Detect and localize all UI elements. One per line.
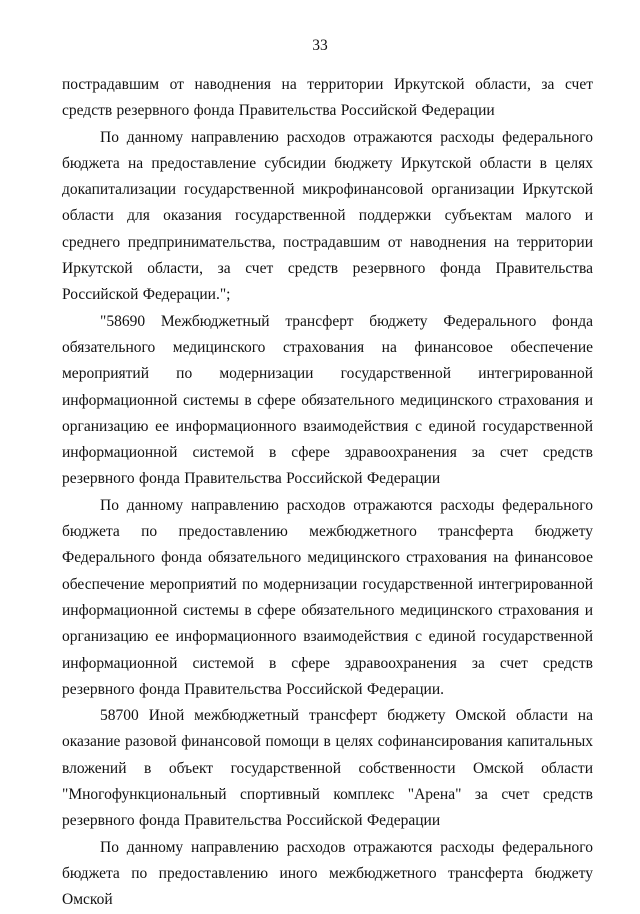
paragraph-code-58690: "58690 Межбюджетный трансферт бюджету Федерального фонда обязательного медицинского страхования на финансовое обеспечение мероприятий по модернизации государственной интегрированной информационной системы в сфере обязательного медицинского страхования и организацию ее информационного взаимодействия с единой государственной информационной системой в сфере здравоохранения за счет средств резервного фонда Правительства Российской Федерации bbox=[62, 312, 593, 488]
paragraph-irkutsk-description: По данному направлению расходов отражаются расходы федерального бюджета на предоставление субсидии бюджету Иркутской области в целях докапитализации государственной микрофинансовой организации Иркутской области для оказания государственной поддержки субъектам малого и среднего предпринимательства, пострадавшим от наводнения на территории Иркутской области, за счет средств резервного фонда Правительства Российской Федерации."; bbox=[62, 128, 593, 304]
page-number: 33 bbox=[312, 37, 328, 54]
paragraph-continuation: пострадавшим от наводнения на территории Иркутской области, за счет средств резервного фонда Правительства Российской Федерации bbox=[62, 76, 593, 120]
paragraph-58700-description: По данному направлению расходов отражаются расходы федерального бюджета по предоставлению иного межбюджетного трансферта бюджету Омской bbox=[62, 838, 593, 909]
document-body bbox=[62, 72, 593, 914]
paragraph-code-58700: 58700 Иной межбюджетный трансферт бюджету Омской области на оказание разовой финансовой помощи в целях софинансирования капитальных вложений в объект государственной собственности Омской области "Многофункциональный спортивный комплекс "Арена" за счет средств резервного фонда Правительства Российской Федерации bbox=[62, 707, 593, 830]
paragraph-58690-description: По данному направлению расходов отражаются расходы федерального бюджета по предоставлению межбюджетного трансферта бюджету Федерального фонда обязательного медицинского страхования на финансовое обеспечение мероприятий по модернизации государственной интегрированной информационной системы в сфере обязательного медицинского страхования и организацию ее информационного взаимодействия с единой государственной информационной системой в сфере здравоохранения за счет средств резервного фонда Правительства Российской Федерации. bbox=[62, 496, 593, 698]
